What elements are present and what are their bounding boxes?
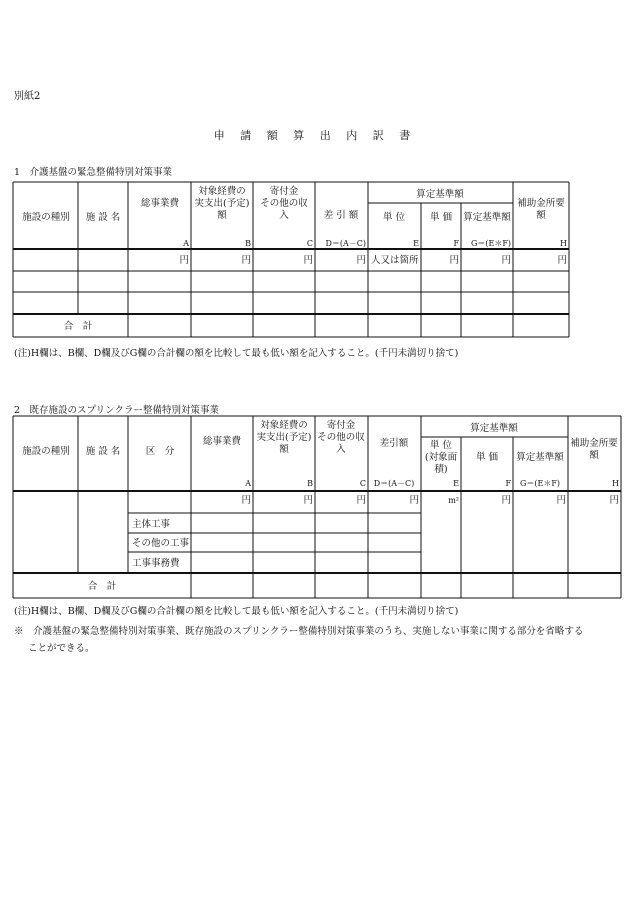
unit-yen: 円 <box>556 495 566 506</box>
category-construction-office-cost: 工事事務費 <box>132 558 180 569</box>
code-a: A <box>183 239 189 248</box>
header-deduction: 差 引 額 <box>323 210 359 221</box>
unit-persons-or-places: 人又は箇所 <box>371 255 419 266</box>
unit-yen: 円 <box>557 255 567 266</box>
document-title: 申 請 額 算 出 内 訳 書 <box>213 129 417 142</box>
header-target-expense: 対象経費の <box>198 186 246 197</box>
code-d: D＝(A－C) <box>325 239 366 248</box>
header-standard-group: 算定基準額 <box>470 423 518 434</box>
header-donation: その他の収 <box>260 198 308 209</box>
code-d: D＝(A－C) <box>373 479 415 488</box>
header-facility-name: 施 設 名 <box>85 212 121 223</box>
header-subsidy: 補助金所要 <box>517 198 565 209</box>
header-target-expense: 額 <box>279 444 289 455</box>
header-donation: 入 <box>279 210 289 221</box>
total-label: 合 計 <box>87 581 117 592</box>
header-total-cost: 総事業費 <box>202 436 242 447</box>
header-unit: (対象面 <box>424 452 458 463</box>
code-a: A <box>245 479 251 488</box>
header-target-expense: 実支出(予定) <box>194 198 250 209</box>
total-label: 合 計 <box>63 321 93 332</box>
header-donation: その他の収 <box>317 432 365 443</box>
header-standard-amount: 算定基準額 <box>516 452 564 463</box>
code-f: F <box>505 479 511 488</box>
header-facility-type: 施設の種別 <box>22 446 70 457</box>
remark-line: ことができる。 <box>28 643 95 654</box>
header-unit: 単 位 <box>382 212 406 223</box>
header-facility-name: 施 設 名 <box>85 446 121 457</box>
unit-yen: 円 <box>241 495 251 506</box>
unit-square-meter: m² <box>448 496 459 505</box>
code-f: F <box>453 239 459 248</box>
code-g: G＝(E＊F) <box>470 239 511 248</box>
unit-yen: 円 <box>241 255 251 266</box>
header-donation: 寄付金 <box>269 186 299 197</box>
header-category: 区 分 <box>145 446 175 457</box>
unit-yen: 円 <box>303 495 313 506</box>
header-unit-price: 単 価 <box>475 452 499 463</box>
section2-heading: 2 既存施設のスプリンクラー整備特別対策事業 <box>14 405 219 416</box>
unit-yen: 円 <box>179 255 189 266</box>
code-b: B <box>307 479 313 488</box>
code-e: E <box>453 479 459 488</box>
header-standard-group: 算定基準額 <box>416 189 464 200</box>
category-other-construction: その他の工事 <box>132 538 190 549</box>
unit-yen: 円 <box>356 495 366 506</box>
unit-yen: 円 <box>501 255 511 266</box>
code-c: C <box>359 479 366 488</box>
header-donation: 寄付金 <box>326 420 356 431</box>
unit-yen: 円 <box>356 255 366 266</box>
appendix-label: 別紙2 <box>14 91 41 102</box>
header-subsidy: 額 <box>536 210 546 221</box>
remark-line: ※ 介護基盤の緊急整備特別対策事業、既存施設のスプリンクラー整備特別対策事業のうち、実施しない事業に関する部分を省略する <box>14 626 584 637</box>
section2-table <box>13 416 621 599</box>
code-g: G＝(E＊F) <box>519 479 561 488</box>
unit-yen: 円 <box>501 495 511 506</box>
header-subsidy: 補助金所要 <box>570 438 618 449</box>
code-e: E <box>413 239 419 248</box>
section1-table <box>13 182 569 338</box>
category-main-construction: 主体工事 <box>132 519 171 530</box>
header-target-expense: 額 <box>217 210 227 221</box>
section1-note: (注)H欄は、B欄、D欄及びG欄の合計欄の額を比較して最も低い額を記入すること。(千円未満切り捨て) <box>14 348 459 359</box>
header-subsidy: 額 <box>589 450 599 461</box>
code-h: H <box>560 239 567 248</box>
header-standard-amount: 算定基準額 <box>463 212 511 223</box>
unit-yen: 円 <box>303 255 313 266</box>
unit-yen: 円 <box>409 495 419 506</box>
code-h: H <box>612 479 619 488</box>
header-unit-price: 単 価 <box>429 212 453 223</box>
header-facility-type: 施設の種別 <box>22 212 70 223</box>
header-target-expense: 実支出(予定) <box>256 432 312 443</box>
header-unit: 単 位 <box>429 440 453 451</box>
section2-note: (注)H欄は、B欄、D欄及びG欄の合計欄の額を比較して最も低い額を記入すること。(千円未満切り捨て) <box>14 606 459 617</box>
header-total-cost: 総事業費 <box>140 198 180 209</box>
header-target-expense: 対象経費の <box>260 420 308 431</box>
unit-yen: 円 <box>449 255 459 266</box>
header-donation: 入 <box>336 444 346 455</box>
code-b: B <box>245 239 251 248</box>
section1-heading: 1 介護基盤の緊急整備特別対策事業 <box>14 167 173 178</box>
unit-yen: 円 <box>609 495 619 506</box>
header-deduction: 差引額 <box>379 438 409 449</box>
code-c: C <box>306 239 313 248</box>
header-unit: 積) <box>434 464 448 475</box>
